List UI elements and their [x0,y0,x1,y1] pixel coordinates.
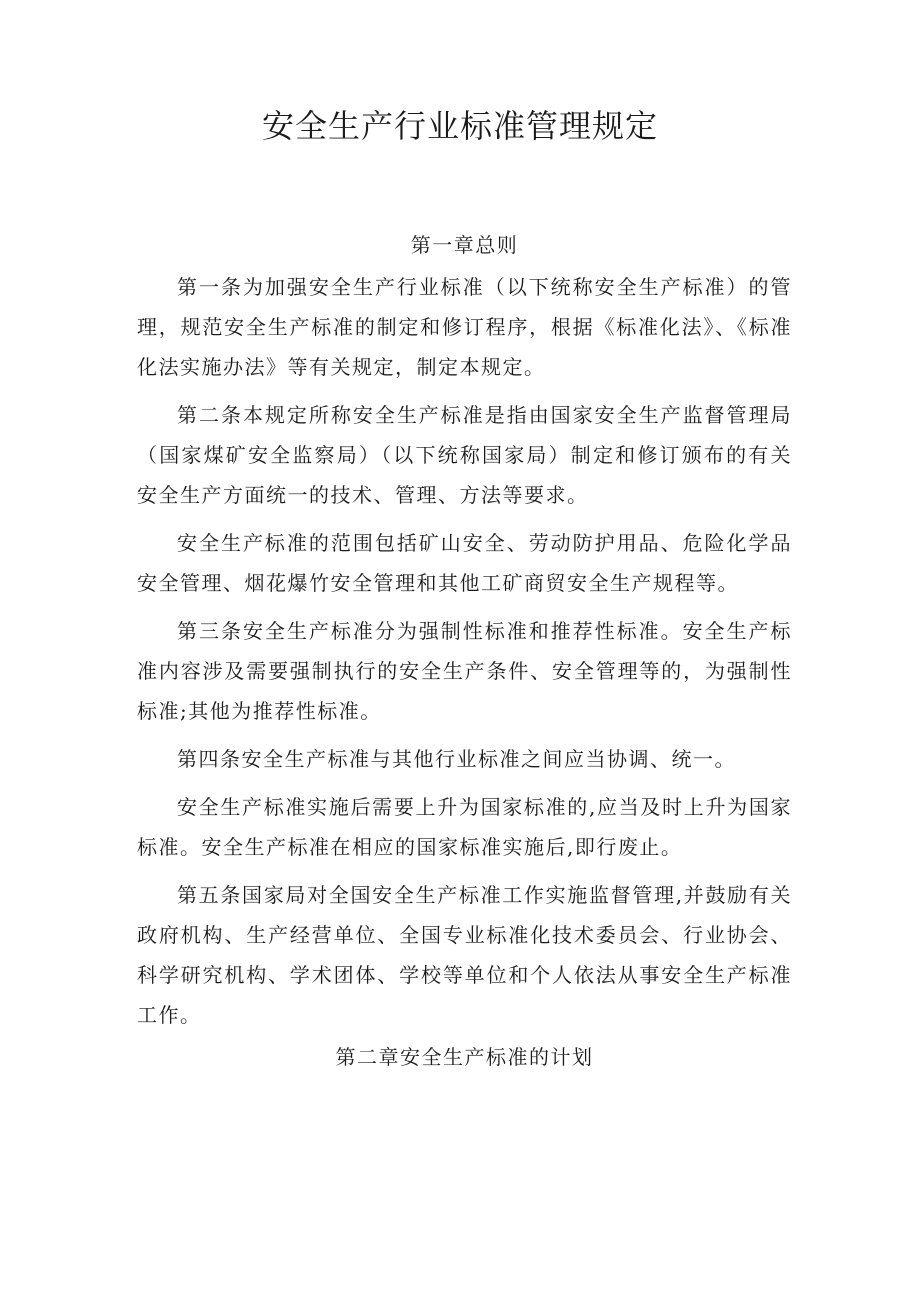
article-paragraph: 第三条安全生产标准分为强制性标准和推荐性标准。安全生产标准内容涉及需要强制执行的安全生产条件、安全管理等的，为强制性标准;其他为推荐性标准。 [137,619,792,723]
document-title: 安全生产行业标准管理规定 [261,107,658,145]
article-paragraph: 第二条本规定所称安全生产标准是指由国家安全生产监督管理局（国家煤矿安全监察局）（以下统称国家局）制定和修订颁布的有关安全生产方面统一的技术、管理、方法等要求。 [137,403,792,507]
article-paragraph: 第四条安全生产标准与其他行业标准之间应当协调、统一。 [177,747,736,771]
chapter-heading: 第一章总则 [410,233,519,257]
article-paragraph: 安全生产标准实施后需要上升为国家标准的,应当及时上升为国家标准。安全生产标准在相应的国家标准实施后,即行废止。 [137,795,792,859]
article-paragraph: 第五条国家局对全国安全生产标准工作实施监督管理,并鼓励有关政府机构、生产经营单位、全国专业标准化技术委员会、行业协会、科学研究机构、学术团体、学校等单位和个人依法从事安全生产标准工作。 [137,883,792,1027]
article-paragraph: 安全生产标准的范围包括矿山安全、劳动防护用品、危险化学品安全管理、烟花爆竹安全管理和其他工矿商贸安全生产规程等。 [137,531,792,595]
document-body [137,223,792,1079]
chapter-heading: 第二章安全生产标准的计划 [335,1045,594,1069]
article-paragraph: 第一条为加强安全生产行业标准（以下统称安全生产标准）的管理，规范安全生产标准的制定和修订程序，根据《标准化法》、《标准化法实施办法》等有关规定，制定本规定。 [137,275,792,379]
